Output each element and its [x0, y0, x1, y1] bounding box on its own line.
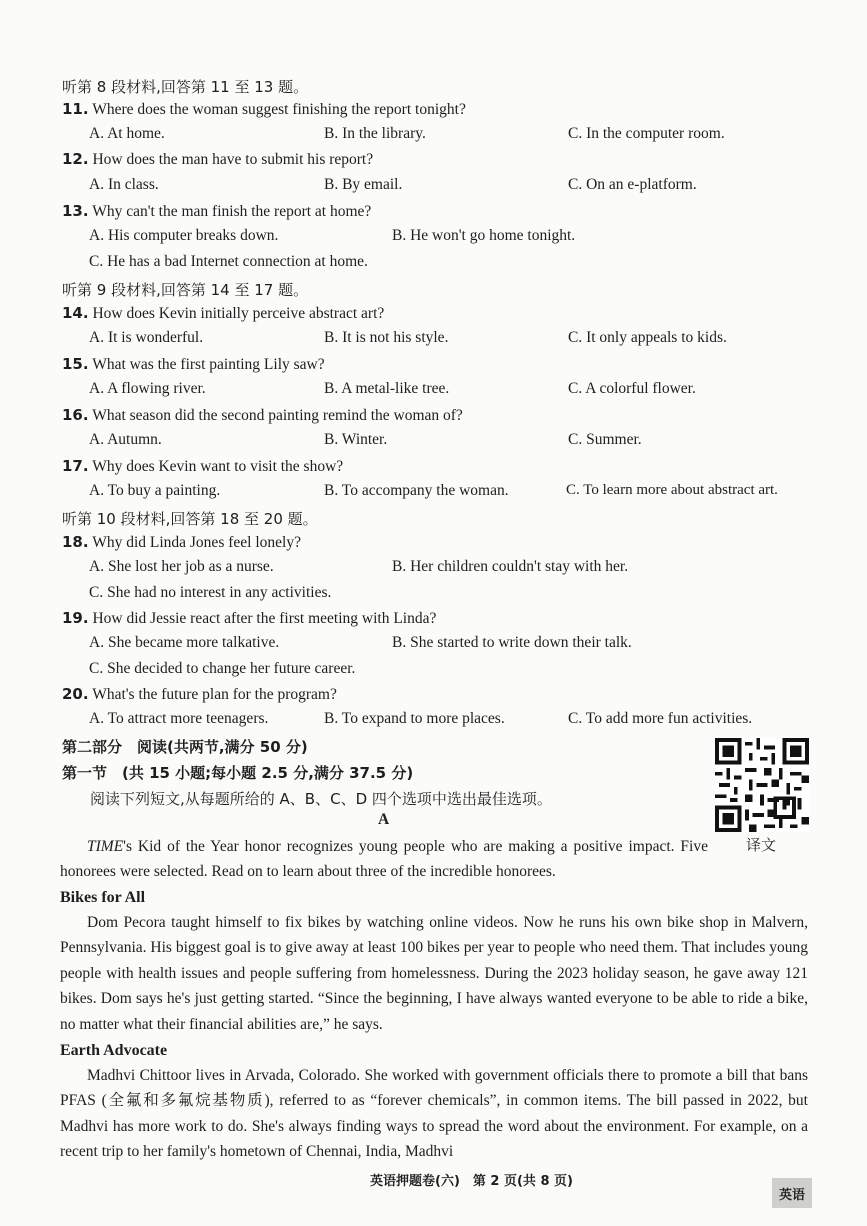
- question-number: 12.: [62, 150, 89, 168]
- option-c: C. On an e-platform.: [568, 176, 697, 193]
- option-b: B. To expand to more places.: [324, 710, 505, 727]
- heading-bikes-for-all: Bikes for All: [60, 889, 146, 906]
- instructions: 阅读下列短文,从每题所给的 A、B、C、D 四个选项中选出最佳选项。: [90, 790, 552, 808]
- option-a: A. At home.: [89, 125, 165, 142]
- question-11: [62, 100, 466, 119]
- option-a: A. Autumn.: [89, 431, 162, 448]
- question-19: [62, 609, 436, 628]
- question-text: What was the first painting Lily saw?: [92, 356, 325, 373]
- option-b: B. In the library.: [324, 125, 426, 142]
- section-header-10: 听第 10 段材料,回答第 18 至 20 题。: [62, 510, 318, 528]
- question-text: Why does Kevin want to visit the show?: [92, 458, 344, 475]
- question-number: 16.: [62, 406, 89, 424]
- question-text: How did Jessie react after the first meeting with Linda?: [92, 610, 437, 627]
- question-18: [62, 533, 301, 552]
- option-b: B. He won't go home tonight.: [392, 227, 576, 244]
- question-number: 15.: [62, 355, 89, 373]
- question-14: [62, 304, 384, 323]
- intro-text: 's Kid of the Year honor recognizes young people who are making a positive impact. Five honorees were selected. Read on to learn about three of the incredible honorees.: [60, 838, 708, 881]
- section-title: 第一节 (共 15 小题;每小题 2.5 分,满分 37.5 分): [62, 764, 414, 782]
- page-footer: 英语押题卷(六) 第 2 页(共 8 页): [370, 1174, 573, 1189]
- question-number: 18.: [62, 533, 89, 551]
- option-b: B. It is not his style.: [324, 329, 449, 346]
- section-header-9: 听第 9 段材料,回答第 14 至 17 题。: [62, 281, 309, 299]
- option-b: B. By email.: [324, 176, 403, 193]
- question-12: [62, 150, 373, 169]
- passage-intro: [60, 834, 708, 885]
- qr-label: 译文: [746, 836, 777, 854]
- option-b: B. She started to write down their talk.: [392, 634, 632, 651]
- question-number: 20.: [62, 685, 89, 703]
- subject-tab: 英语: [772, 1178, 812, 1208]
- question-text: What's the future plan for the program?: [92, 686, 337, 703]
- paragraph-bikes: Dom Pecora taught himself to fix bikes by watching online videos. Now he runs his own bike shop in Malvern, Pennsylvania. His biggest goal is to give away at least 100 bikes per year to people who need them. That includes young people with health issues and people suffering from homelessness. During the 2023 holiday season, he gave away 121 bikes. Dom says he's just getting started. “Since the beginning, I have always wanted everyone to be able to ride a bike, no matter what their financial abilities are,” he says.: [60, 914, 808, 1033]
- question-number: 19.: [62, 609, 89, 627]
- option-c: C. He has a bad Internet connection at home.: [89, 253, 368, 270]
- option-a: A. She became more talkative.: [89, 634, 280, 651]
- part-title: 第二部分 阅读(共两节,满分 50 分): [62, 738, 308, 756]
- option-b: B. Winter.: [324, 431, 388, 448]
- question-text: Where does the woman suggest finishing the report tonight?: [92, 101, 466, 118]
- option-c: C. A colorful flower.: [568, 380, 696, 397]
- question-20: [62, 685, 337, 704]
- heading-earth-advocate: Earth Advocate: [60, 1042, 168, 1059]
- question-text: How does the man have to submit his report?: [92, 151, 374, 168]
- option-a: A. It is wonderful.: [89, 329, 204, 346]
- option-c: C. In the computer room.: [568, 125, 725, 142]
- option-b: B. A metal-like tree.: [324, 380, 450, 397]
- option-a: A. To attract more teenagers.: [89, 710, 269, 727]
- question-number: 11.: [62, 100, 89, 118]
- section-header-8: 听第 8 段材料,回答第 11 至 13 题。: [62, 78, 309, 96]
- option-a: A. To buy a painting.: [89, 482, 221, 499]
- option-c: C. To add more fun activities.: [568, 710, 753, 727]
- question-number: 17.: [62, 457, 89, 475]
- option-c: C. She had no interest in any activities.: [89, 584, 332, 601]
- question-text: How does Kevin initially perceive abstract art?: [92, 305, 385, 322]
- option-c: C. It only appeals to kids.: [568, 329, 727, 346]
- question-text: What season did the second painting remind the woman of?: [92, 407, 463, 424]
- question-17: [62, 457, 343, 476]
- question-text: Why can't the man finish the report at home?: [92, 203, 372, 220]
- option-b: B. Her children couldn't stay with her.: [392, 558, 629, 575]
- question-number: 13.: [62, 202, 89, 220]
- question-number: 14.: [62, 304, 89, 322]
- option-c: C. To learn more about abstract art.: [566, 482, 778, 498]
- option-c: C. Summer.: [568, 431, 642, 448]
- magazine-name: TIME: [87, 838, 124, 855]
- option-a: A. In class.: [89, 176, 159, 193]
- paragraph-earth: Madhvi Chittoor lives in Arvada, Colorado. She worked with government officials there to promote a bill that bans PFAS (全氟和多氟烷基物质), referred to as “forever chemicals”, in common items. The bill passed in 2022, but Madhvi has more work to do. She's always finding ways to spread the word about the environment. For example, on a recent trip to her family's hometown of Chennai, India, Madhvi: [60, 1067, 808, 1161]
- option-b: B. To accompany the woman.: [324, 482, 509, 499]
- option-c: C. She decided to change her future career.: [89, 660, 356, 677]
- question-13: [62, 202, 371, 221]
- option-a: A. His computer breaks down.: [89, 227, 279, 244]
- question-15: [62, 355, 325, 374]
- option-a: A. A flowing river.: [89, 380, 206, 397]
- option-a: A. She lost her job as a nurse.: [89, 558, 274, 575]
- qr-code-icon[interactable]: [715, 738, 809, 832]
- passage-letter: A: [378, 811, 390, 828]
- question-16: [62, 406, 463, 425]
- question-text: Why did Linda Jones feel lonely?: [92, 534, 301, 551]
